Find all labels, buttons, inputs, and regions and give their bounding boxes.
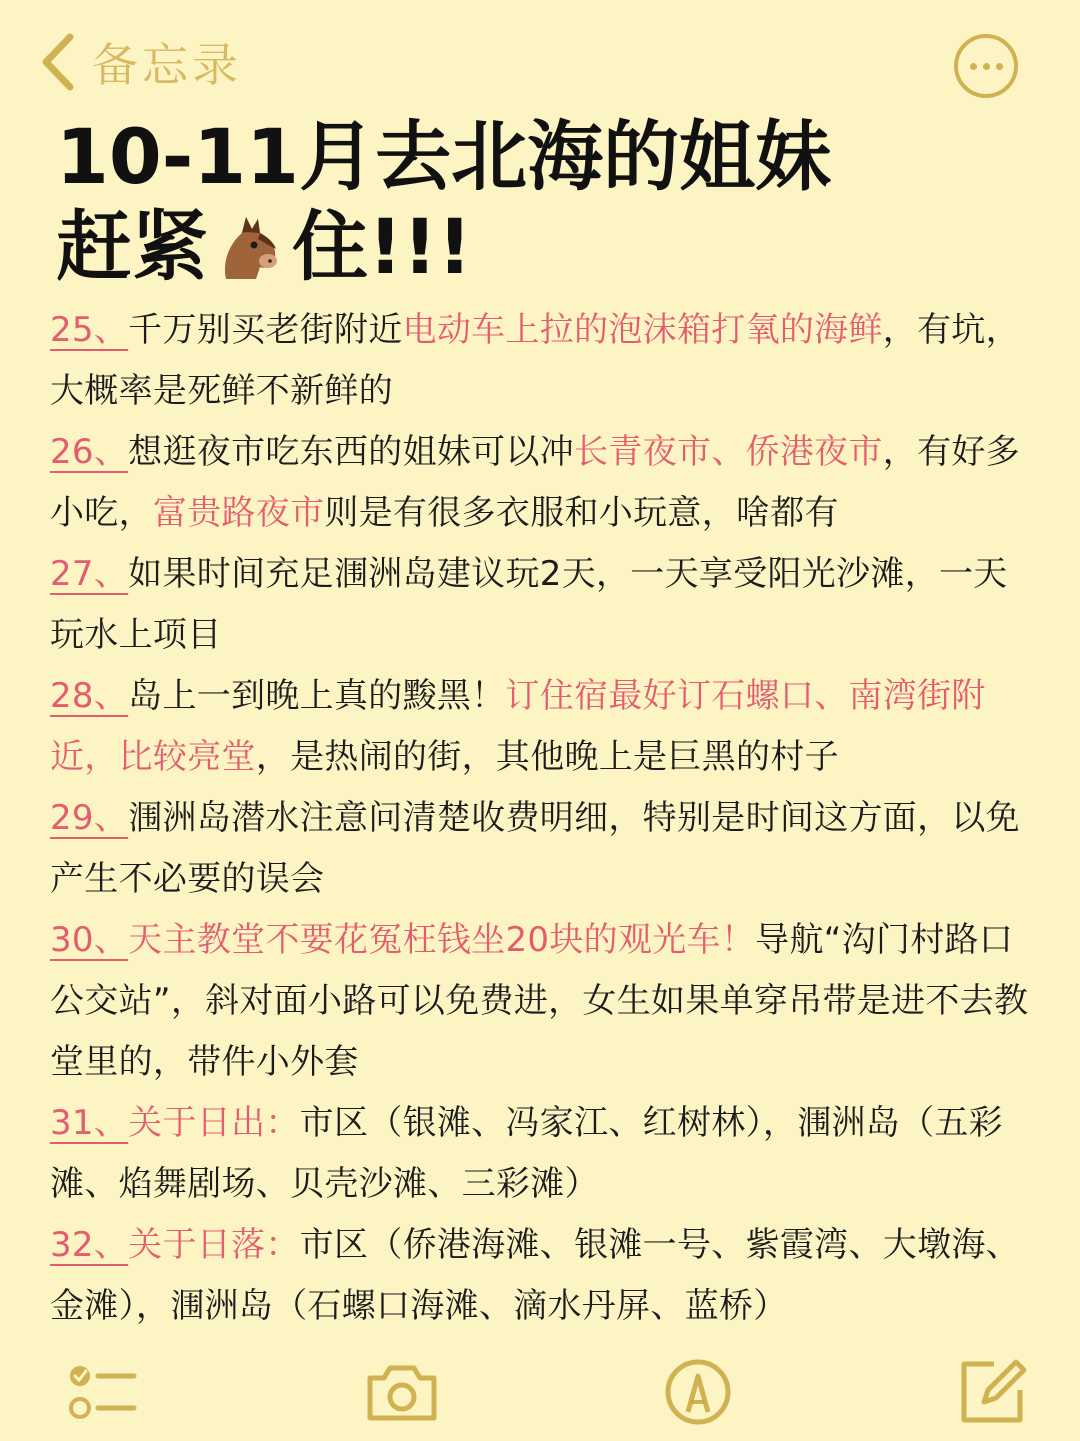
camera-button[interactable]: [364, 1354, 440, 1430]
tip-text: 涠洲岛潜水注意问清楚收费明细，特别是时间这方面，以免产生不必要的误会: [50, 798, 1020, 899]
tip-item: [50, 788, 1040, 910]
title-line-1: 10-11月去北海的姐妹: [56, 112, 832, 201]
title-line-2-end: 住!!!: [292, 202, 472, 291]
note-title: [56, 112, 831, 292]
horse-emoji-icon: [212, 209, 288, 285]
tip-text: 市区（银滩、冯家江、红树林），涠洲岛（五彩滩、焰舞剧场、贝壳沙滩、三彩滩）: [50, 1103, 1003, 1204]
tip-item: [50, 910, 1040, 1093]
compose-icon: [954, 1354, 1030, 1430]
tip-number: 31、: [50, 1103, 129, 1143]
tip-text: 市区（侨港海滩、银滩一号、紫霞湾、大墩海、金滩），涠洲岛（石螺口海滩、滴水丹屏、蓝桥）: [50, 1225, 1020, 1326]
tip-highlight-text: 富贵路夜市: [152, 493, 325, 533]
tip-number: 30、: [50, 920, 129, 960]
markup-pen-icon: [660, 1354, 736, 1430]
title-line-2: [56, 202, 831, 292]
tip-text: ，有好多小吃，: [50, 432, 1020, 533]
chevron-left-icon: [38, 31, 78, 93]
tip-text: 想逛夜市吃东西的姐妹可以冲: [128, 432, 575, 472]
top-navigation-bar: [0, 0, 1080, 120]
tip-number: 27、: [50, 554, 129, 594]
tip-highlight-text: 订住宿最好订石螺口、南湾街附近，比较亮堂: [50, 676, 986, 777]
tip-item: [50, 1093, 1040, 1215]
tip-text: 则是有很多衣服和小玩意，啥都有: [324, 493, 839, 533]
tip-text: ，是热闹的街，其他晚上是巨黑的村子: [255, 737, 839, 777]
tip-text: 千万别买老街附近: [128, 310, 403, 350]
title-line-2-start: 赶紧: [56, 202, 208, 291]
tips-list: [50, 300, 1040, 1337]
tip-highlight-text: 长青夜市、侨港夜市: [574, 432, 883, 472]
tip-text: 导航“沟门村路口公交站”，斜对面小路可以免费进，女生如果单穿吊带是进不去教堂里的，带件小外套: [50, 920, 1029, 1082]
tip-text: 如果时间充足涠洲岛建议玩2天，一天享受阳光沙滩，一天玩水上项目: [50, 554, 1008, 655]
tip-number: 29、: [50, 798, 129, 838]
tip-item: [50, 300, 1040, 422]
tip-text: 岛上一到晚上真的黢黑！: [128, 676, 506, 716]
back-label: 备忘录: [92, 38, 242, 92]
tip-number: 26、: [50, 432, 129, 472]
markup-button[interactable]: [660, 1354, 736, 1430]
checklist-icon: [66, 1354, 142, 1430]
camera-icon: [364, 1354, 440, 1430]
tip-highlight-text: 天主教堂不要花冤枉钱坐20块的观光车！: [128, 920, 756, 960]
compose-button[interactable]: [954, 1354, 1030, 1430]
tip-number: 25、: [50, 310, 129, 350]
more-options-button[interactable]: [954, 34, 1018, 98]
tip-item: [50, 422, 1040, 544]
checklist-button[interactable]: [66, 1354, 142, 1430]
tip-item: [50, 666, 1040, 788]
tip-item: [50, 544, 1040, 666]
tip-item: [50, 1215, 1040, 1337]
tip-number: 28、: [50, 676, 129, 716]
tip-text: ，有坑，大概率是死鲜不新鲜的: [50, 310, 1020, 411]
bottom-toolbar: [0, 1340, 1080, 1441]
back-button[interactable]: [38, 30, 242, 94]
tip-highlight-text: 关于日落：: [128, 1225, 300, 1265]
more-options-icon: [970, 63, 977, 70]
tip-highlight-text: 电动车上拉的泡沫箱打氧的海鲜: [402, 310, 883, 350]
tip-highlight-text: 关于日出：: [128, 1103, 300, 1143]
tip-number: 32、: [50, 1225, 129, 1265]
